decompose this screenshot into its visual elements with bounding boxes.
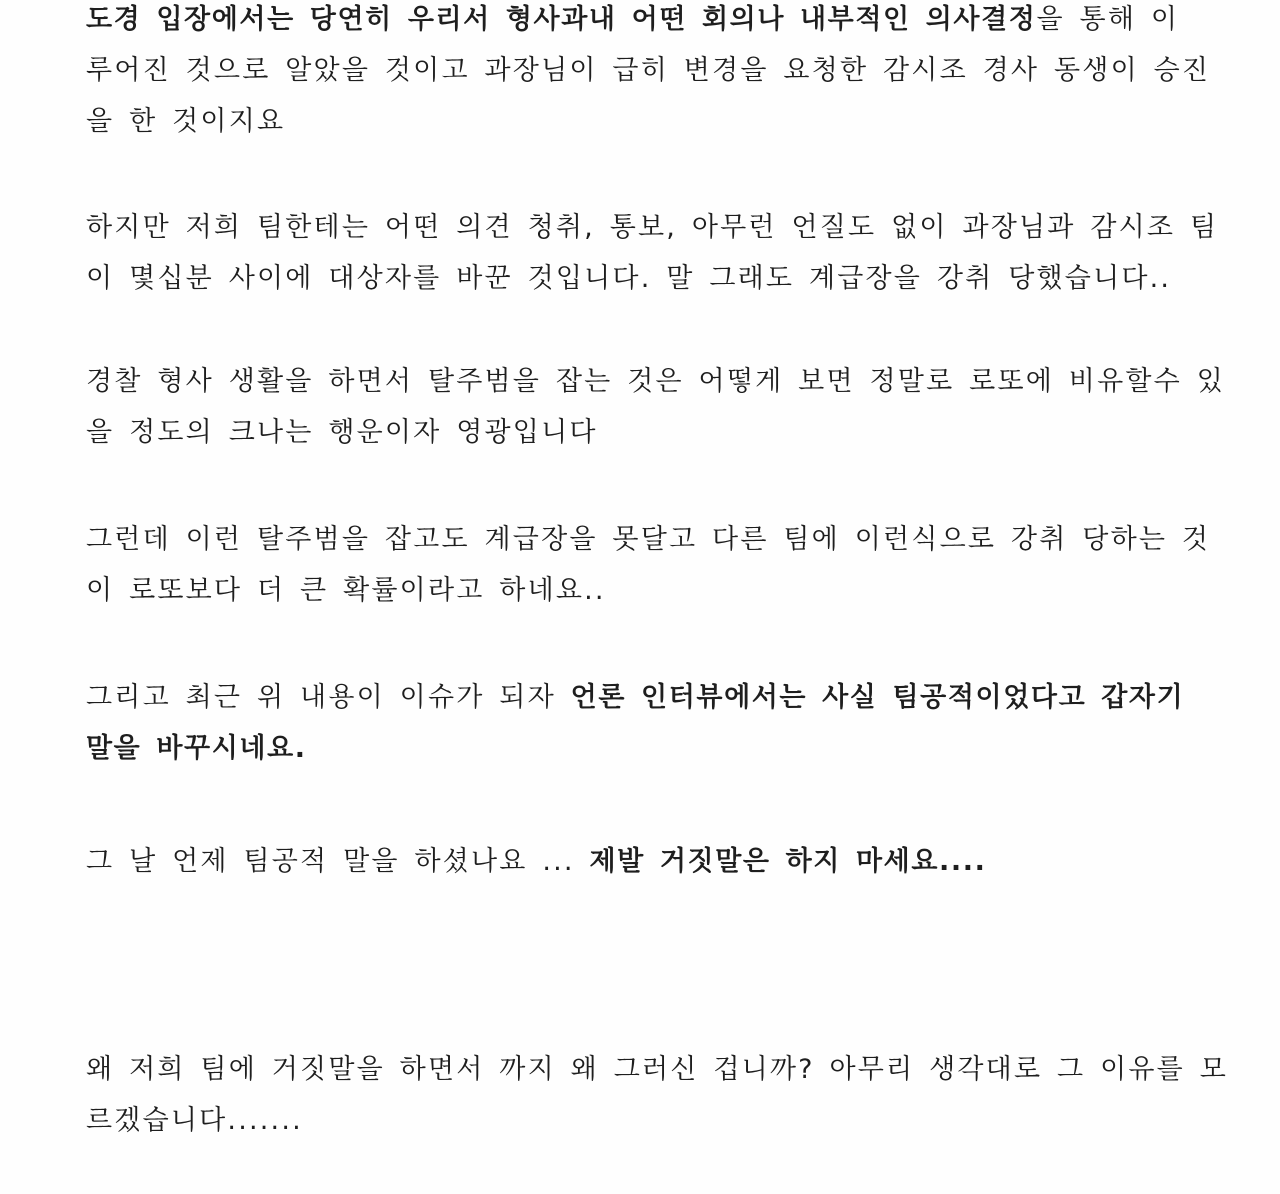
paragraph-line xyxy=(86,0,1206,45)
bold-text: 언론 인터뷰에서는 사실 팀공적이었다고 갑자기 xyxy=(570,682,1185,713)
text-run: 경찰 형사 생활을 하면서 탈주범을 잡는 것은 어떻게 보면 정말로 로또에 비유할수 있 xyxy=(86,366,1225,397)
bold-text: 말을 바꾸시네요. xyxy=(86,733,307,764)
paragraph-line xyxy=(86,96,1206,147)
bold-text: 도경 입장에서는 당연히 우리서 형사과내 어떤 회의나 내부적인 의사결정 xyxy=(86,4,1037,35)
paragraph-line xyxy=(86,836,1206,887)
bold-text: 제발 거짓말은 하지 마세요.... xyxy=(589,846,987,877)
paragraph-line xyxy=(86,202,1219,253)
paragraph-line xyxy=(86,45,1211,96)
paragraph-line xyxy=(86,565,1206,616)
paragraph-line xyxy=(86,1044,1229,1095)
paragraph-line xyxy=(86,514,1211,565)
paragraph-line xyxy=(86,407,1206,458)
text-run: 루어진 것으로 알았을 것이고 과장님이 급히 변경을 요청한 감시조 경사 동생이 승진 xyxy=(86,55,1211,86)
text-run: 르겠습니다....... xyxy=(86,1105,303,1136)
text-run: 그런데 이런 탈주범을 잡고도 계급장을 못달고 다른 팀에 이런식으로 강취 당하는 것 xyxy=(86,524,1211,555)
paragraph-line xyxy=(86,253,1206,304)
paragraph-line xyxy=(86,356,1225,407)
text-run: 왜 저희 팀에 거짓말을 하면서 까지 왜 그러신 겁니까? 아무리 생각대로 그 이유를 모 xyxy=(86,1054,1229,1085)
paragraph-6 xyxy=(86,836,1206,887)
paragraph-line xyxy=(86,723,1206,774)
paragraph-3 xyxy=(86,356,1225,458)
text-run: 그리고 최근 위 내용이 이슈가 되자 xyxy=(86,682,571,713)
text-run: 을 통해 이 xyxy=(1036,4,1180,35)
paragraph-4 xyxy=(86,514,1211,616)
paragraph-7 xyxy=(86,1044,1229,1146)
paragraph-2 xyxy=(86,202,1219,304)
paragraph-line xyxy=(86,1095,1206,1146)
paragraph-line xyxy=(86,672,1206,723)
paragraph-5 xyxy=(86,672,1206,774)
text-run: 을 한 것이지요 xyxy=(86,106,286,137)
paragraph-1 xyxy=(86,0,1211,147)
text-run: 하지만 저희 팀한테는 어떤 의견 청취, 통보, 아무런 언질도 없이 과장님과 감시조 팀 xyxy=(86,212,1219,243)
text-run: 이 몇십분 사이에 대상자를 바꾼 것입니다. 말 그래도 계급장을 강취 당했습니다.. xyxy=(86,263,1172,294)
text-run: 이 로또보다 더 큰 확률이라고 하네요.. xyxy=(86,575,606,606)
text-run: 그 날 언제 팀공적 말을 하셨나요 ... xyxy=(86,846,590,877)
text-run: 을 정도의 크나는 행운이자 영광입니다 xyxy=(86,417,598,448)
